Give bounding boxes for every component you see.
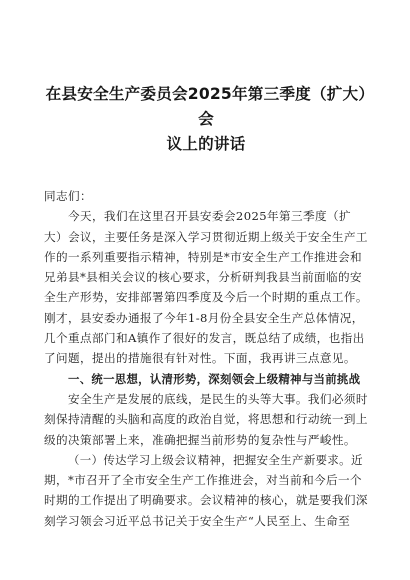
paragraph-line: 安全生产是发展的底线，是民生的头等大事。我们必须时: [68, 391, 368, 406]
paragraph-subsection-1: [44, 450, 368, 531]
paragraph-line: 了问题，提出的措施很有针对性。下面，我再讲三点意见。: [44, 351, 356, 366]
paragraph-line: 作的一系列重要指示精神，特别是*市安全生产工作推进会和: [44, 249, 363, 264]
paragraph-line: 全生产形势，安排部署第四季度及今后一个时期的重点工作。: [44, 290, 368, 305]
paragraph-line: 时期的工作提出了明确要求。会议精神的核心，就是要我们深: [44, 493, 368, 508]
paragraph-line: 大）会议，主要任务是深入学习贯彻近期上级关于安全生产工: [44, 229, 368, 244]
paragraph-line: 几个重点部门和A镇作了很好的发言，既总结了成绩，也指出: [44, 331, 365, 346]
salutation: 同志们：: [44, 189, 92, 203]
subsection-heading-continuation: 近: [350, 452, 363, 467]
paragraph-line: 级的决策部署上来，准确把握当前形势的复杂性与严峻性。: [44, 432, 356, 447]
title-line-2: 议上的讲话: [166, 135, 246, 153]
paragraph-section-1: [44, 389, 368, 450]
title-line-1: 在县安全生产委员会2025年第三季度（扩大）会: [45, 85, 367, 128]
paragraph-line: 刻保持清醒的头脑和高度的政治自觉，将思想和行动统一到上: [44, 412, 368, 427]
paragraph-line: 今天，我们在这里召开县安委会2025年第三季度（扩: [68, 209, 351, 224]
section-heading-1: 一、统一思想，认清形势，深刻领会上级精神与当前挑战: [68, 371, 361, 386]
paragraph-line: 刚才，县安委办通报了今年1-8月份全县安全生产总体情况，: [44, 310, 364, 325]
paragraph-opening: [44, 206, 368, 368]
document-title: [44, 82, 368, 157]
paragraph-line: 期，*市召开了全市安全生产工作推进会，对当前和今后一个: [44, 473, 363, 488]
document-body: [44, 186, 368, 531]
subsection-heading-line: [44, 450, 368, 470]
subsection-heading-1: （一）传达学习上级会议精神，把握安全生产新要求。: [68, 452, 351, 467]
paragraph-line: 刻学习领会习近平总书记关于安全生产“人民至上、生命至: [44, 513, 351, 528]
paragraph-line: 兄弟县*县相关会议的核心要求，分析研判我县当前面临的安: [44, 270, 363, 285]
